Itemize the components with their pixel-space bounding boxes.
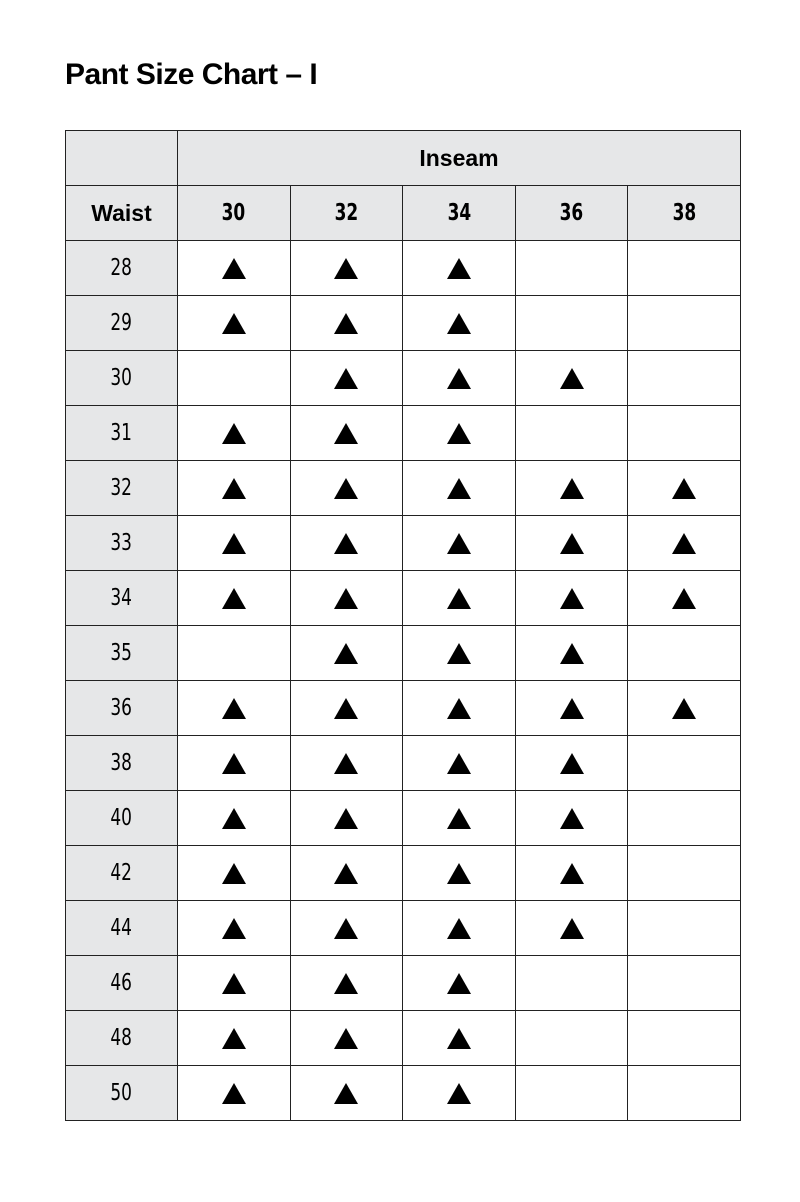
availability-cell — [178, 901, 291, 956]
triangle-icon — [222, 588, 246, 609]
triangle-icon — [447, 643, 471, 664]
availability-cell — [178, 461, 291, 516]
availability-cell — [628, 1011, 741, 1066]
triangle-icon — [447, 973, 471, 994]
inseam-value: 36 — [559, 200, 584, 226]
waist-cell — [66, 1011, 178, 1066]
triangle-icon — [222, 313, 246, 334]
availability-cell — [290, 406, 403, 461]
availability-cell — [628, 296, 741, 351]
size-chart-table — [65, 130, 741, 1121]
availability-cell — [178, 516, 291, 571]
waist-value: 44 — [110, 915, 133, 941]
availability-cell — [628, 1066, 741, 1121]
triangle-icon — [560, 588, 584, 609]
triangle-icon — [447, 313, 471, 334]
triangle-icon — [222, 1028, 246, 1049]
availability-cell — [628, 846, 741, 901]
availability-cell — [403, 791, 516, 846]
triangle-icon — [672, 698, 696, 719]
availability-cell — [403, 626, 516, 681]
waist-value: 30 — [110, 365, 133, 391]
triangle-icon — [334, 808, 358, 829]
inseam-label: Inseam — [419, 144, 499, 171]
availability-cell — [178, 1011, 291, 1066]
availability-cell — [403, 901, 516, 956]
availability-cell — [628, 681, 741, 736]
availability-cell — [628, 571, 741, 626]
availability-cell — [515, 1066, 628, 1121]
table-row — [66, 791, 741, 846]
waist-cell — [66, 516, 178, 571]
triangle-icon — [447, 588, 471, 609]
waist-cell — [66, 626, 178, 681]
triangle-icon — [560, 918, 584, 939]
triangle-icon — [560, 533, 584, 554]
inseam-value: 30 — [221, 200, 246, 226]
availability-cell — [290, 241, 403, 296]
triangle-icon — [560, 478, 584, 499]
waist-value: 50 — [110, 1080, 133, 1106]
triangle-icon — [560, 643, 584, 664]
availability-cell — [515, 351, 628, 406]
table-row — [66, 571, 741, 626]
waist-cell — [66, 461, 178, 516]
availability-cell — [178, 351, 291, 406]
availability-cell — [290, 296, 403, 351]
waist-cell — [66, 296, 178, 351]
waist-value: 38 — [110, 750, 133, 776]
waist-label: Waist — [91, 199, 152, 226]
availability-cell — [290, 736, 403, 791]
availability-cell — [403, 296, 516, 351]
page-title: Pant Size Chart – I — [65, 58, 318, 91]
triangle-icon — [560, 368, 584, 389]
availability-cell — [515, 241, 628, 296]
waist-cell — [66, 406, 178, 461]
inseam-value: 34 — [447, 200, 471, 226]
triangle-icon — [447, 1083, 471, 1104]
triangle-icon — [222, 808, 246, 829]
availability-cell — [403, 1066, 516, 1121]
inseam-col-header — [403, 186, 516, 241]
triangle-icon — [447, 808, 471, 829]
table-row — [66, 406, 741, 461]
availability-cell — [290, 681, 403, 736]
availability-cell — [290, 1011, 403, 1066]
triangle-icon — [334, 368, 358, 389]
triangle-icon — [334, 258, 358, 279]
availability-cell — [403, 571, 516, 626]
availability-cell — [628, 901, 741, 956]
availability-cell — [515, 736, 628, 791]
waist-cell — [66, 736, 178, 791]
column-header-row — [66, 186, 741, 241]
triangle-icon — [334, 313, 358, 334]
waist-value: 32 — [110, 475, 133, 501]
availability-cell — [515, 956, 628, 1011]
availability-cell — [403, 351, 516, 406]
triangle-icon — [222, 698, 246, 719]
table-row — [66, 516, 741, 571]
chart-body — [66, 241, 741, 1121]
availability-cell — [290, 901, 403, 956]
availability-cell — [628, 626, 741, 681]
table-row — [66, 241, 741, 296]
triangle-icon — [447, 368, 471, 389]
waist-cell — [66, 791, 178, 846]
triangle-icon — [222, 423, 246, 444]
table-row — [66, 681, 741, 736]
triangle-icon — [222, 258, 246, 279]
triangle-icon — [560, 808, 584, 829]
inseam-col-header — [515, 186, 628, 241]
waist-header-cell — [66, 186, 178, 241]
triangle-icon — [222, 753, 246, 774]
availability-cell — [515, 296, 628, 351]
triangle-icon — [334, 698, 358, 719]
availability-cell — [178, 406, 291, 461]
availability-cell — [178, 681, 291, 736]
inseam-col-header — [178, 186, 291, 241]
triangle-icon — [672, 533, 696, 554]
availability-cell — [178, 736, 291, 791]
availability-cell — [628, 956, 741, 1011]
availability-cell — [403, 846, 516, 901]
waist-value: 28 — [110, 255, 133, 281]
triangle-icon — [334, 863, 358, 884]
availability-cell — [515, 791, 628, 846]
waist-value: 48 — [110, 1025, 133, 1051]
triangle-icon — [334, 1083, 358, 1104]
availability-cell — [403, 516, 516, 571]
availability-cell — [515, 571, 628, 626]
triangle-icon — [560, 698, 584, 719]
availability-cell — [178, 791, 291, 846]
triangle-icon — [447, 258, 471, 279]
table-row — [66, 956, 741, 1011]
availability-cell — [403, 1011, 516, 1066]
availability-cell — [515, 406, 628, 461]
triangle-icon — [560, 753, 584, 774]
availability-cell — [178, 956, 291, 1011]
availability-cell — [178, 571, 291, 626]
triangle-icon — [334, 753, 358, 774]
waist-cell — [66, 241, 178, 296]
waist-value: 31 — [110, 420, 133, 446]
availability-cell — [178, 1066, 291, 1121]
triangle-icon — [334, 918, 358, 939]
availability-cell — [290, 571, 403, 626]
table-row — [66, 1011, 741, 1066]
availability-cell — [628, 241, 741, 296]
triangle-icon — [334, 588, 358, 609]
availability-cell — [178, 241, 291, 296]
availability-cell — [290, 956, 403, 1011]
availability-cell — [403, 241, 516, 296]
waist-cell — [66, 681, 178, 736]
availability-cell — [290, 1066, 403, 1121]
triangle-icon — [447, 863, 471, 884]
availability-cell — [628, 791, 741, 846]
table-row — [66, 1066, 741, 1121]
triangle-icon — [447, 698, 471, 719]
inseam-header-cell — [178, 131, 741, 186]
availability-cell — [403, 406, 516, 461]
table-row — [66, 901, 741, 956]
triangle-icon — [447, 423, 471, 444]
availability-cell — [178, 626, 291, 681]
corner-cell — [66, 131, 178, 186]
triangle-icon — [447, 478, 471, 499]
triangle-icon — [334, 533, 358, 554]
availability-cell — [403, 461, 516, 516]
triangle-icon — [334, 1028, 358, 1049]
availability-cell — [628, 406, 741, 461]
triangle-icon — [222, 973, 246, 994]
inseam-value: 32 — [334, 200, 359, 226]
waist-cell — [66, 571, 178, 626]
availability-cell — [515, 626, 628, 681]
triangle-icon — [222, 1083, 246, 1104]
inseam-col-header — [290, 186, 403, 241]
waist-value: 40 — [110, 805, 133, 831]
triangle-icon — [672, 478, 696, 499]
triangle-icon — [334, 423, 358, 444]
triangle-icon — [222, 863, 246, 884]
triangle-icon — [334, 973, 358, 994]
table-row — [66, 351, 741, 406]
availability-cell — [515, 901, 628, 956]
table-row — [66, 736, 741, 791]
availability-cell — [290, 351, 403, 406]
availability-cell — [403, 956, 516, 1011]
triangle-icon — [222, 478, 246, 499]
waist-value: 36 — [110, 695, 133, 721]
availability-cell — [403, 736, 516, 791]
table-row — [66, 296, 741, 351]
triangle-icon — [222, 918, 246, 939]
triangle-icon — [334, 478, 358, 499]
availability-cell — [403, 681, 516, 736]
availability-cell — [628, 736, 741, 791]
waist-cell — [66, 846, 178, 901]
availability-cell — [515, 461, 628, 516]
availability-cell — [178, 296, 291, 351]
inseam-header-row — [66, 131, 741, 186]
availability-cell — [515, 681, 628, 736]
waist-cell — [66, 901, 178, 956]
waist-cell — [66, 956, 178, 1011]
availability-cell — [515, 846, 628, 901]
waist-value: 33 — [110, 530, 133, 556]
triangle-icon — [560, 863, 584, 884]
availability-cell — [178, 846, 291, 901]
triangle-icon — [447, 753, 471, 774]
availability-cell — [628, 461, 741, 516]
table-row — [66, 846, 741, 901]
inseam-value: 38 — [672, 200, 696, 226]
table-row — [66, 461, 741, 516]
availability-cell — [515, 1011, 628, 1066]
triangle-icon — [447, 533, 471, 554]
availability-cell — [290, 626, 403, 681]
table-row — [66, 626, 741, 681]
waist-value: 34 — [110, 585, 133, 611]
availability-cell — [290, 461, 403, 516]
availability-cell — [290, 791, 403, 846]
availability-cell — [290, 516, 403, 571]
waist-cell — [66, 351, 178, 406]
waist-value: 46 — [110, 970, 133, 996]
availability-cell — [290, 846, 403, 901]
waist-value: 29 — [110, 310, 133, 336]
inseam-col-header — [628, 186, 741, 241]
triangle-icon — [334, 643, 358, 664]
waist-cell — [66, 1066, 178, 1121]
availability-cell — [515, 516, 628, 571]
waist-value: 35 — [110, 640, 133, 666]
availability-cell — [628, 516, 741, 571]
triangle-icon — [222, 533, 246, 554]
availability-cell — [628, 351, 741, 406]
triangle-icon — [672, 588, 696, 609]
triangle-icon — [447, 918, 471, 939]
waist-value: 42 — [110, 860, 133, 886]
triangle-icon — [447, 1028, 471, 1049]
